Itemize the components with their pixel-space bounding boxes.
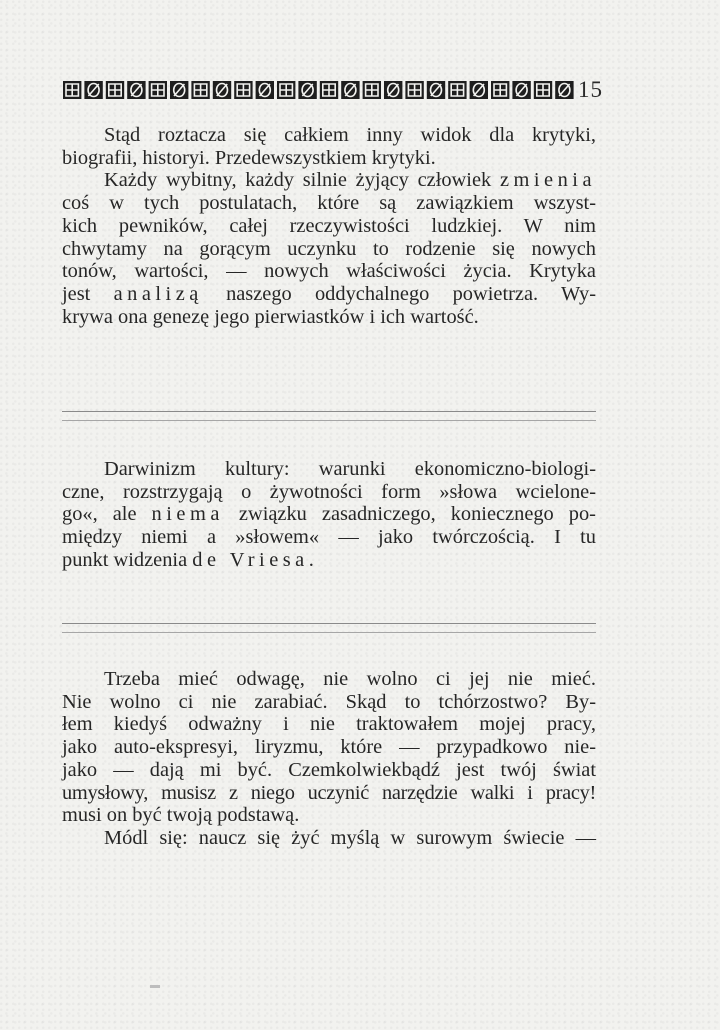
ornament-cell bbox=[127, 81, 145, 99]
text-segment: punkt widzenia bbox=[62, 548, 188, 571]
ornament-cell bbox=[277, 81, 295, 99]
ornament-cell bbox=[320, 81, 338, 99]
ornament-cell bbox=[234, 81, 252, 99]
text-line: chwytamy na gorącym uczynku to rodzenie się nowych bbox=[62, 237, 596, 260]
ornament-cell bbox=[555, 81, 573, 99]
rule-line bbox=[62, 623, 596, 624]
text-line: Trzeba mieć odwagę, nie wolno ci jej nie mieć. bbox=[104, 668, 596, 690]
rule-line bbox=[62, 420, 596, 421]
ornament-cell bbox=[534, 81, 552, 99]
text-line: coś w tych postulatach, które są zawiązkiem wszyst- bbox=[62, 192, 596, 215]
text-line: jako — dają mi być. Czemkolwiekbądź jest twój świat bbox=[62, 758, 596, 781]
paragraph-group-darwinism bbox=[62, 458, 596, 572]
ornament-cell bbox=[298, 81, 316, 99]
paragraph-5 bbox=[62, 827, 596, 850]
text-line: tonów, wartości, — nowych właściwości życia. Krytyka bbox=[62, 260, 596, 283]
text-line bbox=[62, 283, 596, 306]
text-line bbox=[62, 169, 596, 192]
emphasis-spaced: zmienia bbox=[499, 169, 596, 192]
ornament-cell bbox=[363, 81, 381, 99]
text-line: musi on być twoją podstawą. bbox=[62, 804, 300, 827]
paragraph-1 bbox=[62, 124, 596, 169]
text-line bbox=[62, 503, 596, 526]
paragraph-3 bbox=[62, 458, 596, 572]
rule-line bbox=[62, 632, 596, 633]
page-header bbox=[62, 79, 622, 103]
ornament-cell bbox=[491, 81, 509, 99]
ornament-cell bbox=[63, 81, 81, 99]
ornament-cell bbox=[170, 81, 188, 99]
text-line: Nie wolno ci nie zarabiać. Skąd to tchórzostwo? By- bbox=[62, 690, 596, 713]
double-rule-divider bbox=[62, 411, 596, 423]
ornament-cell bbox=[149, 81, 167, 99]
text-segment: naszego oddychalnego powietrza. Wy- bbox=[226, 282, 596, 305]
ornament-cell bbox=[512, 81, 530, 99]
rule-line bbox=[62, 411, 596, 412]
text-line: umysłowy, musisz z niego uczynić narzędzie walki i pracy! bbox=[62, 781, 596, 804]
greek-key-border-ornament-icon bbox=[62, 80, 576, 100]
ornament-cell bbox=[106, 81, 124, 99]
text-segment: związku zasadniczego, koniecznego po- bbox=[238, 503, 596, 526]
text-segment: jest bbox=[62, 282, 91, 305]
ornament-cell bbox=[84, 81, 102, 99]
text-line: krywa ona genezę jego pierwiastków i ich wartość. bbox=[62, 305, 479, 328]
text-line: Darwinizm kultury: warunki ekonomiczno-biologi- bbox=[104, 458, 596, 480]
ornament-cell bbox=[448, 81, 466, 99]
ornament-cell bbox=[384, 81, 402, 99]
double-rule-divider bbox=[62, 623, 596, 635]
text-line: jako auto-ekspresyi, liryzmu, które — przypadkowo nie- bbox=[62, 736, 596, 759]
emphasis-spaced: de Vriesa. bbox=[192, 548, 319, 571]
ornament-cell bbox=[341, 81, 359, 99]
page-number: 15 bbox=[578, 77, 603, 102]
text-line: łem kiedyś odważny i nie traktowałem mojej pracy, bbox=[62, 713, 596, 736]
ornament-cell bbox=[470, 81, 488, 99]
emphasis-spaced: analizą bbox=[113, 282, 203, 305]
text-line: kich pewników, całej rzeczywistości ludzkiej. W nim bbox=[62, 214, 596, 237]
text-line: Módl się: naucz się żyć myślą w surowym świecie — bbox=[104, 826, 596, 849]
paragraph-2 bbox=[62, 169, 596, 328]
text-line: między niemi a »słowem« — jako twórczością. I tu bbox=[62, 526, 596, 549]
print-smudge bbox=[150, 985, 160, 988]
ornament-cell bbox=[256, 81, 274, 99]
text-line bbox=[62, 549, 596, 572]
text-line: biografii, historyi. Przedewszystkiem krytyki. bbox=[62, 146, 436, 169]
text-segment: go«, ale bbox=[62, 503, 137, 526]
text-line: czne, rozstrzygają o żywotności form »słowa wcielone- bbox=[62, 480, 596, 503]
ornament-cell bbox=[213, 81, 231, 99]
paragraph-group-criticism bbox=[62, 124, 596, 328]
ornament-cell bbox=[405, 81, 423, 99]
paragraph-4 bbox=[62, 668, 596, 827]
ornament-cell bbox=[427, 81, 445, 99]
text-segment: Każdy wybitny, każdy silnie żyjący człowiek bbox=[104, 169, 492, 192]
paragraph-group-courage bbox=[62, 668, 596, 850]
emphasis-spaced: niema bbox=[151, 503, 224, 526]
text-line: Stąd roztacza się całkiem inny widok dla krytyki, bbox=[104, 124, 596, 146]
ornament-cell bbox=[191, 81, 209, 99]
